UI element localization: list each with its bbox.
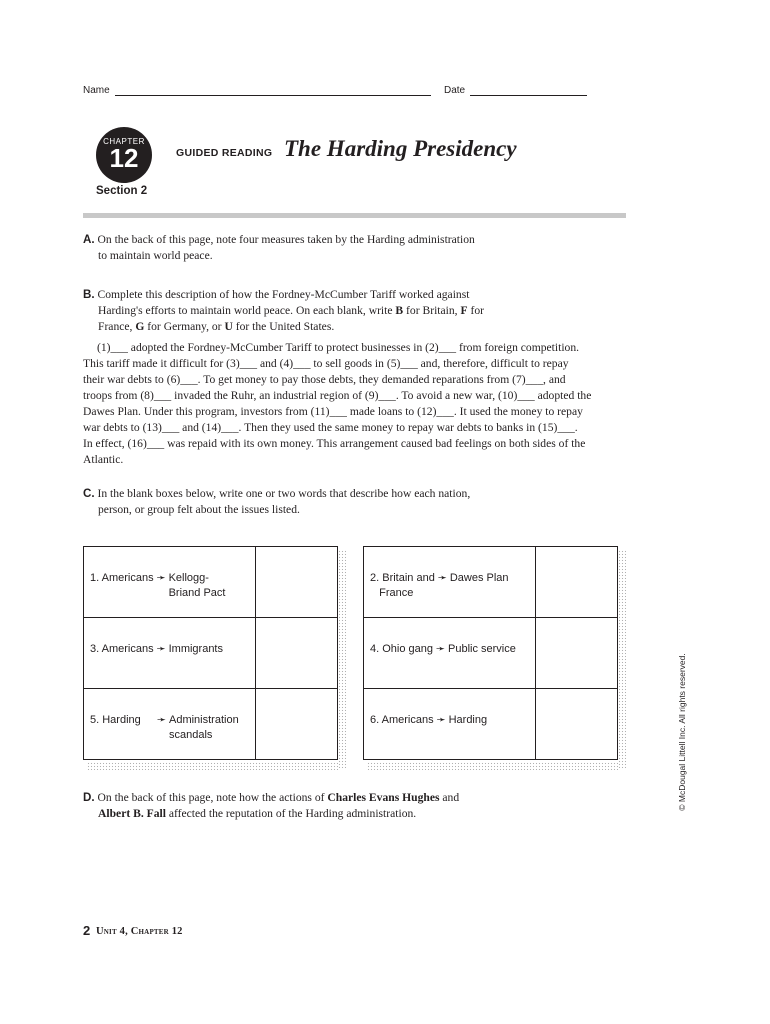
table-prompt-cell: 2. Britain and France ➛ Dawes Plan [364,547,536,618]
table-shadow [618,550,626,768]
table-row [364,689,618,760]
table-shadow [87,762,338,770]
table-prompt-cell: 6. Americans ➛ Harding [364,689,536,760]
part-d-key: D. [83,791,95,804]
passage-line: (1)___ adopted the Fordney-McCumber Tariff to protect businesses in (2)___ from foreign competition. [97,341,580,354]
passage-line: troops from (8)___ invaded the Ruhr, an industrial region of (9)___. To avoid a new war, (10)___ adopted the [83,389,592,402]
date-field[interactable] [470,95,587,96]
part-b-line2: Harding's efforts to maintain world peace. On each blank, write B for Britain, F for [98,304,484,317]
chapter-badge [96,127,152,183]
passage-line: Dawes Plan. Under this program, investors from (11)___ made loans to (12)___. It used the money to repay [83,405,583,418]
chapter-label: CHAPTER [103,137,145,146]
part-b-line3: France, G for Germany, or U for the United States. [98,320,335,333]
part-b-line1: Complete this description of how the Fordney-McCumber Tariff worked against [97,288,470,301]
table-row [84,689,338,760]
page-title: The Harding Presidency [284,136,517,161]
passage-line: Atlantic. [83,453,124,466]
date-label: Date [444,85,466,96]
part-a-line1: On the back of this page, note four measures taken by the Harding administration [97,233,475,246]
title-rule [83,213,626,218]
answer-box-2[interactable] [536,547,618,618]
answer-box-5[interactable] [256,689,338,760]
answer-box-3[interactable] [256,618,338,689]
table-shadow [338,550,346,768]
answer-box-6[interactable] [536,689,618,760]
table-row [364,547,618,618]
guided-reading-label: GUIDED READING [176,147,273,159]
table-prompt-cell: 4. Ohio gang ➛ Public service [364,618,536,689]
arrow-icon: ➛ [156,643,166,655]
part-c-line1: In the blank boxes below, write one or two words that describe how each nation, [97,487,471,500]
page-number: 2 [83,923,91,938]
arrow-icon: ➛ [437,572,447,584]
table-prompt-cell: 3. Americans ➛ Immigrants [84,618,256,689]
name-label: Name [83,85,110,96]
answer-box-1[interactable] [256,547,338,618]
table-row [84,547,338,618]
arrow-icon: ➛ [436,714,446,726]
footer-unit-chapter: Unit 4, Chapter 12 [96,926,183,937]
table-shadow [367,762,618,770]
fill-in-passage [83,340,628,468]
part-d: D. On the back of this page, note how the actions of Charles Evans Hughes and Albert B. Fall affected the reputation of the Harding administration. [83,791,460,820]
arrow-icon: ➛ [435,643,446,655]
passage-line: This tariff made it difficult for (3)___ and (4)___ to sell goods in (5)___ and, therefore, difficult to repay [83,357,569,370]
left-attitude-table [83,546,338,760]
arrow-icon: ➛ [156,572,166,584]
part-a-key: A. [83,233,95,246]
arrow-icon: ➛ [156,714,167,726]
table-row [364,618,618,689]
part-a-line2: to maintain world peace. [98,249,213,262]
section-label: Section 2 [96,185,148,197]
passage-line: In effect, (16)___ was repaid with its own money. This arrangement caused bad feelings on both sides of the [83,437,586,450]
right-attitude-table [363,546,618,760]
table-prompt-cell: 5. Harding ➛ Administration scandals [84,689,256,760]
part-b [83,287,484,335]
passage-line: their war debts to (6)___. To get money to pay those debts, they demanded reparations from (7)___, and [83,373,566,386]
part-b-key: B. [83,288,95,301]
answer-box-4[interactable] [536,618,618,689]
part-a [83,232,475,264]
table-row [84,618,338,689]
passage-line: war debts to (13)___ and (14)___. Then they used the same money to repay war debts to banks in (15)___. [83,421,578,434]
part-c [83,486,470,518]
part-c-key: C. [83,487,95,500]
part-c-line2: person, or group felt about the issues listed. [98,503,300,516]
table-prompt-cell: 1. Americans ➛ Kellogg- Briand Pact [84,547,256,618]
name-field[interactable] [115,95,431,96]
copyright-notice: © McDougal Littell Inc. All rights reserved. [677,653,687,811]
chapter-number: 12 [109,143,139,173]
